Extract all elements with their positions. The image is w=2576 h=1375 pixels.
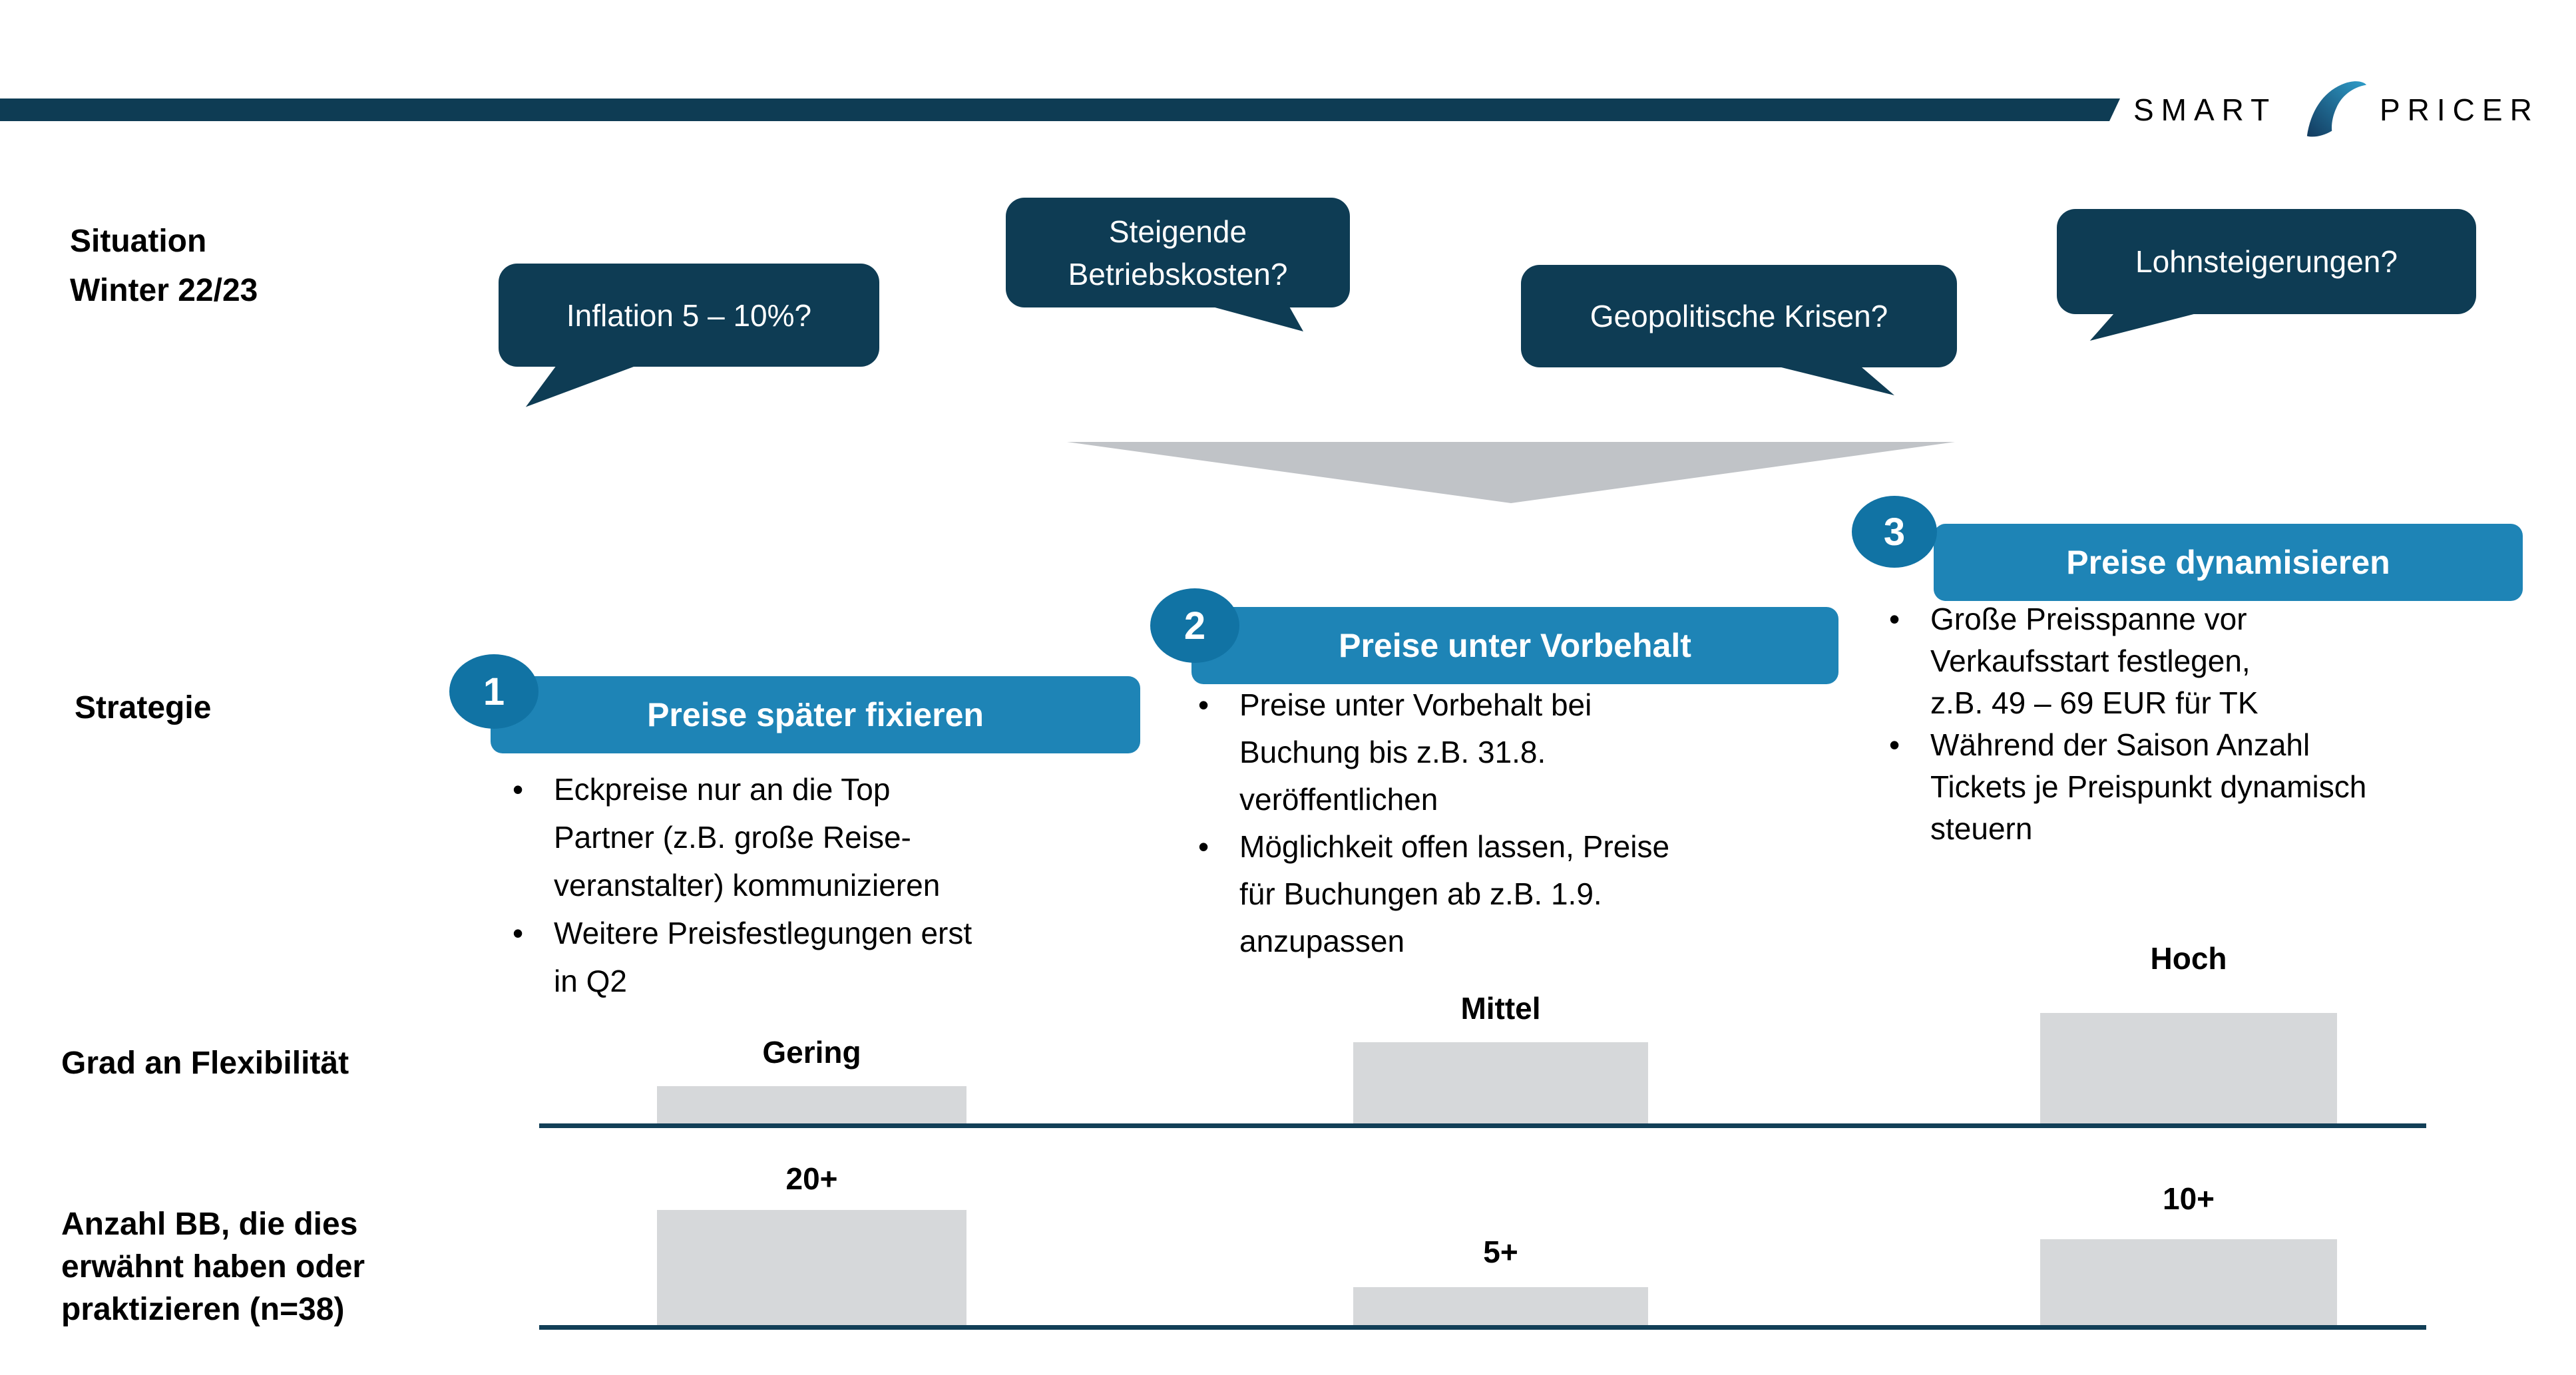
speech-bubble-inflation bbox=[499, 264, 879, 367]
flexibility-row-label: Grad an Flexibilität bbox=[61, 1046, 349, 1081]
bullet-item bbox=[513, 765, 1138, 909]
bullet-text bbox=[554, 765, 940, 909]
bullet-line: steuern bbox=[1930, 811, 2033, 846]
bullet-line: Partner (z.B. große Reise- bbox=[554, 820, 911, 855]
bullet-marker bbox=[513, 909, 554, 1005]
situation-label-line1: Situation bbox=[70, 224, 207, 259]
bullet-item bbox=[513, 909, 1138, 1005]
speech-bubble-tail bbox=[2087, 310, 2211, 341]
bullet-line: für Buchungen ab z.B. 1.9. bbox=[1239, 877, 1602, 911]
strategy-2-title-bar: Preise unter Vorbehalt bbox=[1191, 607, 1838, 684]
bullet-marker bbox=[513, 765, 554, 909]
flexibility-bar-hoch bbox=[2040, 1013, 2337, 1123]
bubble-lohn-text: Lohnsteigerungen? bbox=[2135, 244, 2398, 279]
strategie-row-label: Strategie bbox=[75, 690, 212, 725]
speech-bubble-tail bbox=[1198, 303, 1303, 331]
funnel-arrow-down bbox=[1067, 442, 1955, 503]
bullet-line: Große Preisspanne vor bbox=[1930, 602, 2247, 636]
bullet-line: Verkaufsstart festlegen, bbox=[1930, 644, 2251, 678]
speech-bubble-krisen bbox=[1521, 265, 1957, 367]
strategy-2-bullet-list bbox=[1198, 682, 1857, 965]
bullet-item bbox=[1889, 598, 2561, 724]
bullet-line: Preise unter Vorbehalt bei bbox=[1239, 688, 1592, 722]
flexibility-level-label-gering: Gering bbox=[762, 1035, 861, 1070]
bullet-marker bbox=[1198, 823, 1239, 965]
count-value-label-5plus: 5+ bbox=[1483, 1235, 1518, 1269]
speech-bubble-tail bbox=[1764, 363, 1897, 395]
bullet-line: Eckpreise nur an die Top bbox=[554, 772, 891, 807]
flexibility-bar-gering bbox=[657, 1086, 966, 1123]
bullet-text bbox=[1239, 682, 1592, 823]
flexibility-bar-mittel bbox=[1353, 1042, 1648, 1123]
bubble-betriebskosten-line1: Steigende bbox=[1108, 214, 1247, 249]
bullet-item bbox=[1198, 682, 1857, 823]
situation-label-line2: Winter 22/23 bbox=[70, 273, 258, 308]
logo-pricer-text: PRICER bbox=[2380, 93, 2539, 127]
bubble-krisen-text: Geopolitische Krisen? bbox=[1590, 299, 1888, 333]
strategy-3-title-bar: Preise dynamisieren bbox=[1934, 524, 2523, 601]
bullet-text bbox=[1930, 598, 2258, 724]
bullet-line: in Q2 bbox=[554, 964, 627, 998]
logo-smart-text: SMART bbox=[2133, 93, 2277, 127]
strategy-1-number-badge: 1 bbox=[449, 654, 538, 729]
bullet-marker bbox=[1198, 682, 1239, 823]
bullet-marker bbox=[1889, 598, 1930, 724]
bullet-marker bbox=[1889, 724, 1930, 850]
bullet-line: Möglichkeit offen lassen, Preise bbox=[1239, 829, 1670, 864]
bullet-text bbox=[1239, 823, 1669, 965]
bullet-item bbox=[1889, 724, 2561, 850]
bullet-line: Buchung bis z.B. 31.8. bbox=[1239, 735, 1546, 769]
strategy-3-number-badge: 3 bbox=[1852, 496, 1937, 568]
strategy-2-number-badge: 2 bbox=[1150, 588, 1239, 663]
count-row-label-line2: erwähnt haben oder bbox=[61, 1249, 365, 1284]
count-axis-line bbox=[539, 1325, 2426, 1330]
bullet-line: z.B. 49 – 69 EUR für TK bbox=[1930, 686, 2258, 720]
bullet-item bbox=[1198, 823, 1857, 965]
bullet-line: anzupassen bbox=[1239, 924, 1405, 958]
bullet-line: Tickets je Preispunkt dynamisch bbox=[1930, 769, 2367, 804]
flexibility-level-label-mittel: Mittel bbox=[1460, 991, 1541, 1026]
strategy-1-title-bar: Preise später fixieren bbox=[491, 676, 1140, 753]
count-row-label-line3: praktizieren (n=38) bbox=[61, 1292, 345, 1327]
bubble-inflation-text: Inflation 5 – 10%? bbox=[566, 297, 812, 333]
count-bar-5plus bbox=[1353, 1287, 1648, 1325]
strategy-3-bullet-list bbox=[1889, 598, 2561, 850]
bullet-line: Während der Saison Anzahl bbox=[1930, 727, 2310, 762]
count-value-label-20plus: 20+ bbox=[785, 1161, 838, 1196]
count-bar-20plus bbox=[657, 1210, 966, 1325]
count-row-label-line1: Anzahl BB, die dies bbox=[61, 1207, 358, 1242]
bubble-betriebskosten-line2: Betriebskosten? bbox=[1068, 256, 1288, 292]
bullet-text bbox=[1930, 724, 2366, 850]
count-value-label-10plus: 10+ bbox=[2162, 1181, 2215, 1216]
speech-bubble-betriebskosten bbox=[1006, 198, 1350, 307]
logo-swoosh-icon bbox=[2304, 79, 2368, 140]
bullet-text bbox=[554, 909, 972, 1005]
bullet-line: veranstalter) kommunizieren bbox=[554, 868, 941, 902]
count-bar-10plus bbox=[2040, 1239, 2337, 1325]
strategy-1-bullet-list bbox=[513, 765, 1138, 1005]
situation-row-label bbox=[70, 217, 258, 315]
flexibility-axis-line bbox=[539, 1123, 2426, 1128]
flexibility-level-label-hoch: Hoch bbox=[2150, 941, 2227, 976]
bullet-line: veröffentlichen bbox=[1239, 782, 1438, 817]
count-row-label bbox=[61, 1203, 365, 1331]
speech-bubble-lohnsteigerungen bbox=[2057, 209, 2476, 314]
top-accent-bar bbox=[0, 98, 2120, 121]
speech-bubble-tail bbox=[525, 363, 646, 409]
bullet-line: Weitere Preisfestlegungen erst bbox=[554, 916, 972, 950]
